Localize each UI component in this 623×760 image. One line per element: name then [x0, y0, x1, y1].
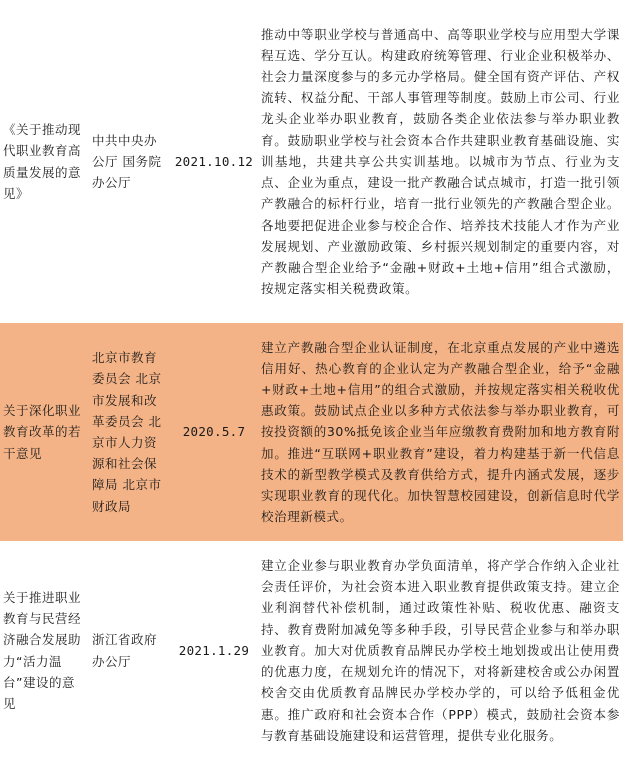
policy-date: 2020.5.7 — [170, 323, 258, 541]
table-row — [0, 0, 623, 323]
policy-issuer: 中共中央办公厅 国务院办公厅 — [92, 132, 162, 191]
policy-title: 《关于推动现代职业教育高质量发展的意见》 — [3, 122, 82, 201]
table-row — [0, 541, 623, 760]
policy-issuer: 北京市教育委员会 北京市发展和改革委员会 北京市人力资源和社会保障局 北京市财政局 — [89, 323, 170, 541]
policy-content: 建立产教融合型企业认证制度，在北京重点发展的产业中遴选信用好、热心教育的企业认定为产教融合型企业，给予“金融+财政+土地+信用”的组合式激励，并按规定落实相关税收优惠政策。鼓励试点企业以多种方式依法参与举办职业教育，可按投资额的30%抵免该企业当年应缴教育费附加和地方教育附加。推进“互联网+职业教育”建设，着力构建基于新一代信息技术的新型教学模式及教育供给方式，提升内涵式发展，逐步实现职业教育的现代化。加快智慧校园建设，创新信息时代学校治理新模式。 — [258, 323, 623, 541]
policy-title: 关于深化职业教育改革的若干意见 — [0, 323, 89, 541]
policy-content: 推动中等职业学校与普通高中、高等职业学校与应用型大学课程互选、学分互认。构建政府统筹管理、行业企业积极举办、社会力量深度参与的多元办学格局。健全国有资产评估、产权流转、权益分配、干部人事管理等制度。鼓励上市公司、行业龙头企业举办职业教育，鼓励各类企业依法参与举办职业教育。鼓励职业学校与社会资本合作共建职业教育基础设施、实训基地，共建共享公共实训基地。以城市为节点、行业为支点、企业为重点，建设一批产教融合试点城市，打造一批引领产教融合的标杆行业，培育一批行业领先的产教融合型企业。各地要把促进企业参与校企合作、培养技术技能人才作为产业发展规划、产业激励政策、乡村振兴规划制定的重要内容，对产教融合型企业给予“金融+财政+土地+信用”组合式激励，按规定落实相关税费政策。 — [261, 26, 620, 297]
policy-content: 建立企业参与职业教育办学负面清单，将产学合作纳入企业社会责任评价，为社会资本进入职业教育提供政策支持。建立企业利润替代补偿机制，通过政策性补贴、税收优惠、融资支持、教育费附加减免等多种手段，引导民营企业参与和举办职业教育。加大对优质教育品牌民办学校土地划拨或出让使用费的优惠力度，在规划允许的情况下，对将新建校舍或公办闲置校舍交由优质教育品牌民办学校办学的，可以给予低租金优惠。推广政府和社会资本合作（PPP）模式，鼓励社会资本参与教育基础设施建设和运营管理，提供专业化服务。 — [261, 558, 620, 743]
policy-date: 2021.1.29 — [178, 642, 250, 658]
policy-title: 关于推进职业教育与民营经济融合发展助力“活力温台”建设的意见 — [3, 589, 82, 711]
policy-date: 2021.10.12 — [174, 153, 254, 169]
policy-issuer: 浙江省政府办公厅 — [92, 632, 158, 669]
table-row — [0, 323, 623, 541]
